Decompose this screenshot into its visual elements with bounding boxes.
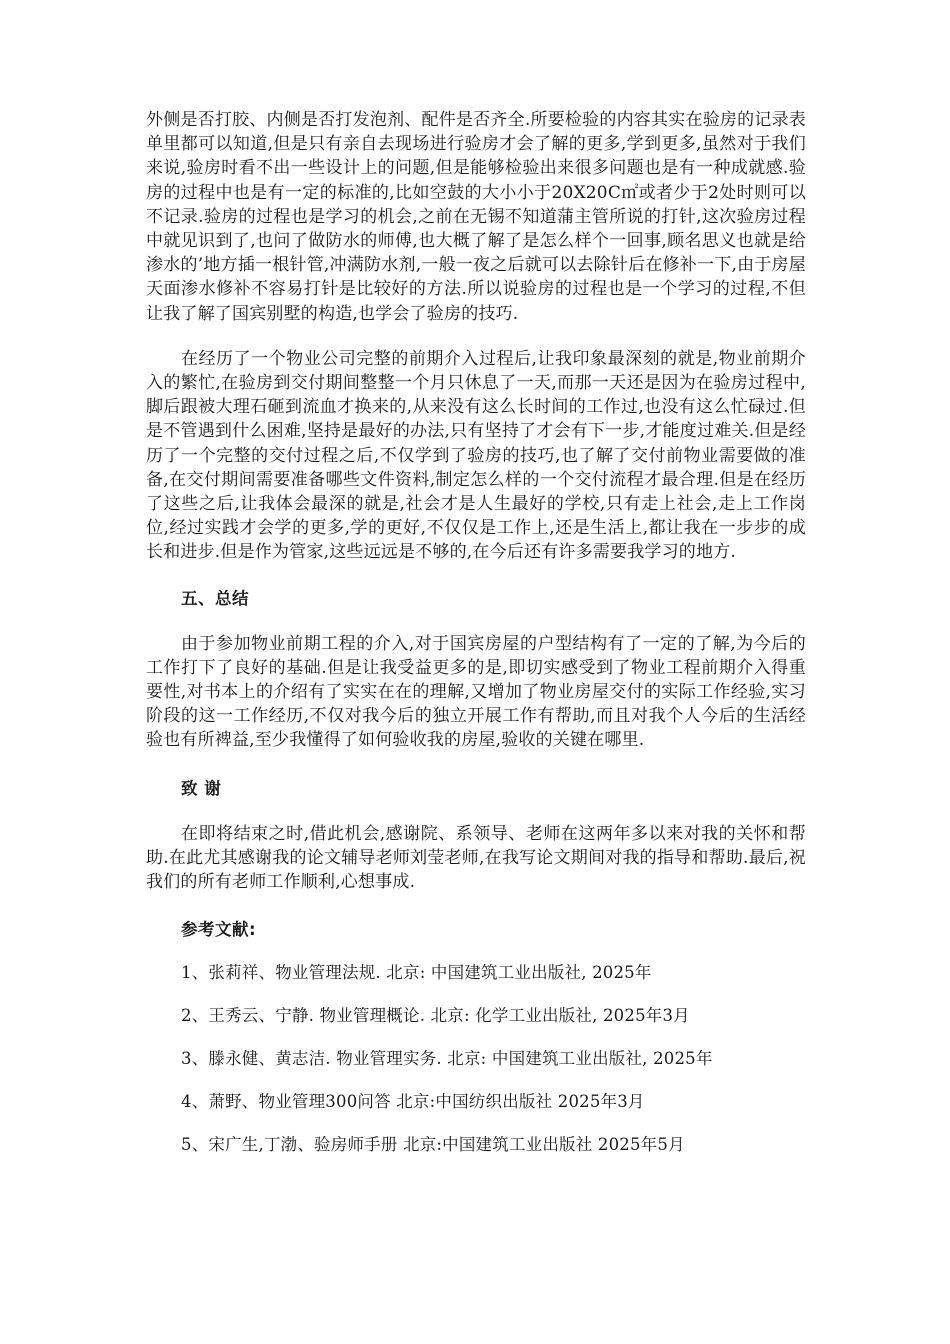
- reference-item: 1、张莉祥、物业管理法规. 北京: 中国建筑工业出版社, 2025年: [181, 963, 652, 983]
- section-heading-references: 参考文献:: [181, 920, 257, 940]
- reference-item: 2、王秀云、宁静. 物业管理概论. 北京: 化学工业出版社, 2025年3月: [181, 1006, 690, 1026]
- body-paragraph-summary: 由于参加物业前期工程的介入,对于国宾房屋的户型结构有了一定的了解,为今后的工作打下了良好的基础.但是让我受益更多的是,即切实感受到了物业工程前期介入得重要性,对书本上的介绍有了实实在在的理解,又增加了物业房屋交付的实际工作经验,实习阶段的这一工作经历,不仅对我今后的独立开展工作有帮助,而且对我个人今后的生活经验也有所裨益,至少我懂得了如何验收我的房屋,验收的关键在哪里.: [146, 633, 806, 751]
- document-page: [146, 108, 806, 1157]
- body-paragraph-thanks: 在即将结束之时,借此机会,感谢院、系领导、老师在这两年多以来对我的关怀和帮助.在此尤其感谢我的论文辅导老师刘莹老师,在我写论文期间对我的指导和帮助.最后,祝我们的所有老师工作顺利,心想事成.: [146, 823, 806, 893]
- section-heading-summary: 五、总结: [181, 588, 249, 608]
- reference-item: 5、宋广生,丁渤、验房师手册 北京:中国建筑工业出版社 2025年5月: [181, 1135, 685, 1155]
- body-paragraph-experience: 在经历了一个物业公司完整的前期介入过程后,让我印象最深刻的就是,物业前期介入的繁忙,在验房到交付期间整整一个月只休息了一天,而那一天还是因为在验房过程中,脚后跟被大理石砸到流血才换来的,从来没有这么长时间的工作过,也没有这么忙碌过.但是不管遇到什么困难,坚持是最好的办法,只有坚持了才会有下一步,才能度过难关.但是经历了一个完整的交付过程之后,不仅学到了验房的技巧,也了解了交付前物业需要做的准备,在交付期间需要准备哪些文件资料,制定怎么样的一个交付流程才最合理.但是在经历了这些之后,让我体会最深的就是,社会才是人生最好的学校,只有走上社会,走上工作岗位,经过实践才会学的更多,学的更好,不仅仅是工作上,还是生活上,都让我在一步步的成长和进步.但是作为管家,这些远远是不够的,在今后还有许多需要我学习的地方.: [146, 348, 806, 563]
- reference-item: 3、滕永健、黄志洁. 物业管理实务. 北京: 中国建筑工业出版社, 2025年: [181, 1049, 713, 1069]
- section-heading-thanks: 致 谢: [181, 778, 222, 798]
- body-paragraph-inspection: 外侧是否打胶、内侧是否打发泡剂、配件是否齐全.所要检验的内容其实在验房的记录表单里都可以知道,但是只有亲自去现场进行验房才会了解的更多,学到更多,虽然对于我们来说,验房时看不出一些设计上的问题,但是能够检验出来很多问题也是有一种成就感.验房的过程中也是有一定的标准的,比如空鼓的大小小于20X20C㎡或者少于2处时则可以不记录.验房的过程也是学习的机会,之前在无锡不知道蒲主管所说的打针,这次验房过程中就见识到了,也问了做防水的师傅,也大概了解了是怎么样个一回事,顾名思义也就是给渗水的’地方插一根针管,冲满防水剂,一般一夜之后就可以去除针后在修补一下,由于房屋天面渗水修补不容易打针是比较好的方法.所以说验房的过程也是一个学习的过程,不但让我了解了国宾别墅的构造,也学会了验房的技巧.: [146, 110, 806, 324]
- reference-item: 4、萧野、物业管理300问答 北京:中国纺织出版社 2025年3月: [181, 1092, 645, 1112]
